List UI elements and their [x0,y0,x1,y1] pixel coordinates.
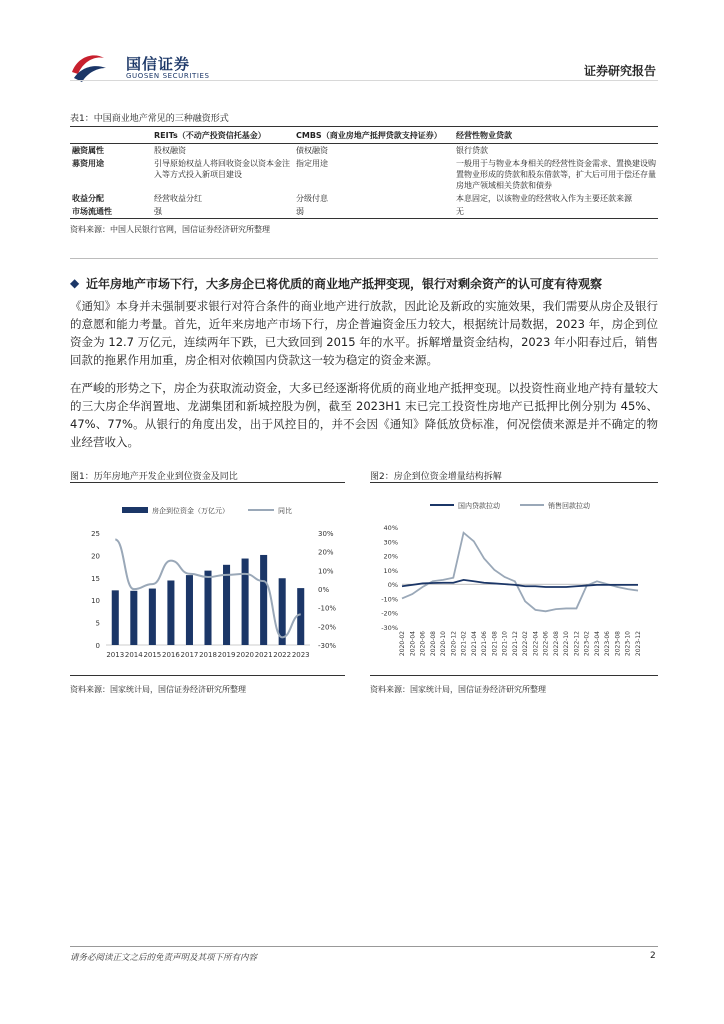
y-left-tick-label: 0 [95,642,100,650]
y-left-tick-label: 25 [91,530,100,538]
x-tick-label: 2023-08 [614,631,622,657]
y-left-tick-label: 10 [91,597,100,606]
table-row [70,144,658,158]
y-tick-label: 0% [387,581,398,590]
x-tick-label: 2022-12 [573,631,581,657]
y-right-tick-label: -10% [318,604,337,613]
page-number: 2 [650,951,656,961]
legend-label: 国内贷款拉动 [458,502,500,510]
footer-disclaimer: 请务必阅读正文之后的免责声明及其项下所有内容 [70,953,258,963]
table-row [70,157,658,192]
x-tick-label: 2020-10 [440,631,448,657]
x-tick-label: 2023-10 [624,631,632,657]
table-cell: 经营收益分红 [154,194,202,203]
figure1-chart [70,485,345,673]
x-tick-label: 2020-04 [409,631,417,657]
figure1-bottom-rule [70,675,345,676]
x-tick-label: 2014 [124,651,143,659]
figure1-title: 图1：历年房地产开发企业到位资金及同比 [70,472,238,482]
x-tick-label: 2021 [254,651,273,659]
row-label: 融资属性 [72,146,104,155]
footer-divider [70,946,658,947]
y-left-tick-label: 20 [91,552,100,561]
x-tick-label: 2022-10 [563,631,571,657]
x-tick-label: 2020-06 [419,631,427,657]
financing-forms-table [70,126,658,219]
y-right-tick-label: 20% [318,548,334,557]
table-header-cell: REITs（不动产投资信托基金） [152,127,294,144]
bar [149,589,156,645]
legend-label: 房企到位资金（万亿元） [152,507,229,515]
bar [130,591,137,645]
sales-return-line [402,533,638,612]
legend-label: 销售回款拉动 [548,502,590,510]
x-tick-label: 2023-02 [583,631,591,657]
x-tick-label: 2021-08 [491,631,499,657]
table1-source: 资料来源：中国人民银行官网，国信证券经济研究所整理 [70,225,270,234]
y-tick-label: -10% [381,595,398,604]
report-type-label: 证券研究报告 [584,64,657,78]
legend-label: 同比 [278,507,292,515]
row-label: 市场流通性 [70,205,152,219]
table-cell: 分级付息 [296,194,328,203]
y-left-tick-label: 15 [91,574,100,583]
figure2-chart [370,485,658,673]
x-tick-label: 2021-06 [481,631,489,657]
table-header-row [70,127,658,144]
x-tick-label: 2020-12 [450,631,458,657]
table-cell: 指定用途 [296,159,328,168]
table-cell: 强 [152,205,294,219]
x-tick-label: 2022-02 [522,631,530,657]
figure2-top-rule [370,482,658,483]
x-tick-label: 2021-04 [470,631,478,657]
logo-english-name: GUOSEN SECURITIES [126,72,210,80]
x-tick-label: 2022 [273,651,292,659]
figure2-bottom-rule [370,675,658,676]
x-tick-label: 2013 [106,651,125,659]
x-tick-label: 2015 [143,651,162,659]
section-heading: 近年房地产市场下行，大多房企已将优质的商业地产抵押变现，银行对剩余资产的认可度有待观察 [86,277,603,291]
x-tick-label: 2017 [180,651,199,659]
body-paragraph-2: 在严峻的形势之下，房企为获取流动资金，大多已经逐渐将优质的商业地产抵押变现。以投资性商业地产持有量较大的三大房企华润置地、龙湖集团和新城控股为例，截至 2023H1 末已完工投资性房地产已抵押比例分别为 45%、47%、77%。从银行的角度出发，出于风控目的，并不会因《通知》降低放贷标准，何况偿债来源是并不确定的物业经营收入。 [70,381,658,449]
y-right-tick-label: 0% [318,586,330,594]
figure1-source: 资料来源：国家统计局，国信证券经济研究所整理 [70,685,246,694]
body-paragraph-1: 《通知》本身并未强制要求银行对符合条件的商业地产进行放款，因此论及新政的实施效果，我们需要从房企及银行的意愿和能力考量。首先，近年来房地产市场下行，房企普遍资金压力较大，根据统计局数据，2023 年，房企到位资金为 12.7 万亿元，连续两年下跌，已大致回到 2015 年的水平。拆解增量资金结构，2023 年小阳春过后，销售回款的拖累作用加重，房企相对依赖国内贷款这一较为稳定的资金来源。 [70,299,658,367]
section-divider [70,258,658,259]
figure1-top-rule [70,482,345,483]
guosen-logo-icon [70,50,108,84]
bar [112,590,119,645]
bar [167,580,174,645]
table-row [70,205,658,219]
x-tick-label: 2021-10 [501,631,509,657]
bar [204,571,211,645]
x-tick-label: 2021-02 [460,631,468,657]
bar [186,575,193,645]
row-label: 收益分配 [72,194,104,203]
y-tick-label: 20% [383,552,398,561]
table-cell: 债权融资 [296,146,328,155]
x-tick-label: 2022-04 [532,631,540,657]
y-tick-label: 10% [383,566,398,575]
row-label: 募资用途 [72,159,104,168]
x-tick-label: 2023-12 [635,631,642,657]
x-tick-label: 2023-04 [593,631,601,657]
header-divider [70,80,658,81]
y-right-tick-label: -30% [318,642,337,650]
table-cell: 无 [454,205,658,219]
x-tick-label: 2022-08 [552,631,560,657]
x-tick-label: 2023-06 [604,631,612,657]
y-tick-label: -20% [381,609,398,618]
y-tick-label: 40% [383,524,398,532]
y-tick-label: -30% [381,624,398,632]
y-tick-label: 30% [383,538,398,547]
table-row [70,192,658,205]
table1-title: 表1：中国商业地产常见的三种融资形式 [70,114,229,124]
table-cell: 银行贷款 [456,146,488,155]
table-header-cell [70,127,152,144]
table-header-cell: 经营性物业贷款 [454,127,658,144]
y-right-tick-label: -20% [318,623,337,632]
logo-chinese-name: 国信证券 [126,55,191,73]
diamond-bullet-icon: ◆ [70,276,80,290]
y-right-tick-label: 10% [318,567,334,576]
table-cell: 引导原始权益人将回收资金以资本金注入等方式投入新项目建设 [154,159,290,179]
x-tick-label: 2020 [236,651,255,659]
table-cell: 股权融资 [154,146,186,155]
table-header-cell: CMBS（商业房地产抵押贷款支持证券） [294,127,454,144]
figure2-title: 图2：房企到位资金增量结构拆解 [370,472,502,482]
y-left-tick-label: 5 [95,619,100,628]
bar [223,565,230,645]
bar [297,588,304,645]
x-tick-label: 2023 [291,651,310,659]
x-tick-label: 2018 [199,651,217,659]
x-tick-label: 2020-08 [429,631,437,657]
table-cell: 一般用于与物业本身相关的经营性资金需求、置换建设购置物业形成的贷款和股东借款等，扩大后可用于偿还存量房地产领域相关贷款和债券 [456,159,656,190]
table-cell: 本息固定，以该物业的经营收入作为主要还款来源 [456,194,632,203]
x-tick-label: 2022-06 [542,631,550,657]
table-cell: 弱 [294,205,454,219]
legend-bar-swatch [122,507,148,513]
x-tick-label: 2021-12 [511,631,519,657]
x-tick-label: 2016 [161,651,180,659]
x-tick-label: 2019 [217,651,236,659]
x-tick-label: 2020-02 [399,631,406,657]
figure2-source: 资料来源：国家统计局，国信证券经济研究所整理 [370,685,546,694]
bar [242,559,249,645]
y-right-tick-label: 30% [318,530,334,538]
bar [260,555,267,645]
